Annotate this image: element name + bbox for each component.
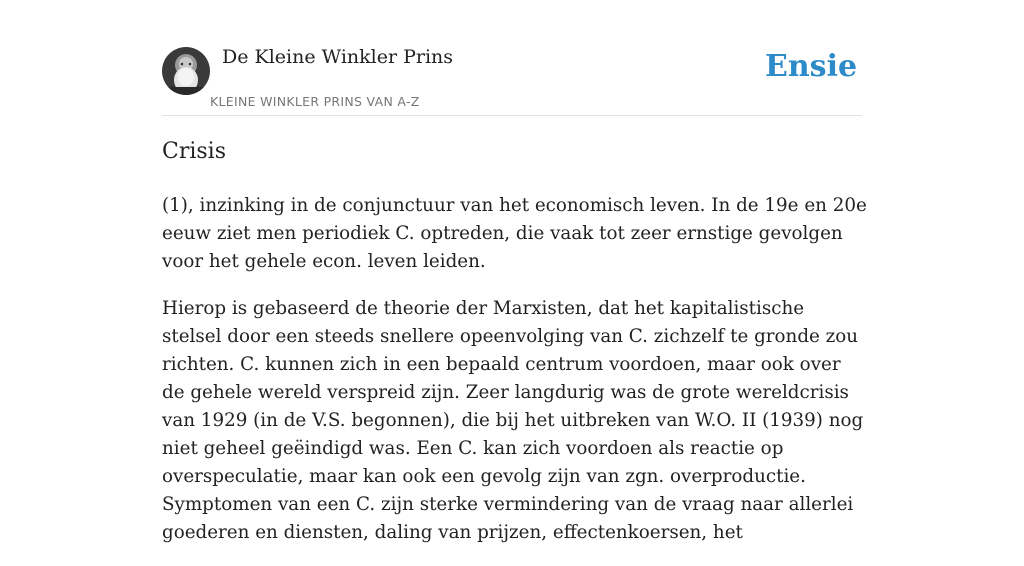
entry-body xyxy=(162,192,868,566)
ensie-logo[interactable]: Ensie xyxy=(765,49,858,84)
entry-title: Crisis xyxy=(162,139,227,164)
source-avatar-icon[interactable] xyxy=(162,47,210,95)
source-title[interactable]: De Kleine Winkler Prins xyxy=(222,46,454,68)
entry-paragraph: (1), inzinking in de conjunctuur van het economisch leven. In de 19e en 20e eeuw ziet men periodiek C. optreden, die vaak tot zeer ernstige gevolgen voor het gehele econ. leven leiden. xyxy=(162,195,867,272)
entry-paragraph: Hierop is gebaseerd de theorie der Marxisten, dat het kapitalistische stelsel door een steeds snellere opeenvolging van C. zichzelf te gronde zou richten. C. kunnen zich in een bepaald centrum voordoen, maar ook over de gehele wereld verspreid zijn. Zeer langdurig was de grote wereldcrisis van 1929 (in de V.S. begonnen), die bij het uitbreken van W.O. II (1939) nog niet geheel geëindigd was. Een C. kan zich voordoen als reactie op overspeculatie, maar kan ook een gevolg zijn van zgn. overproductie. Symptomen van een C. zijn sterke vermindering van de vraag naar allerlei goederen en diensten, daling van prijzen, effectenkoersen, het xyxy=(162,298,864,543)
header-divider xyxy=(162,115,862,116)
source-subtitle[interactable]: KLEINE WINKLER PRINS VAN A-Z xyxy=(210,94,420,109)
